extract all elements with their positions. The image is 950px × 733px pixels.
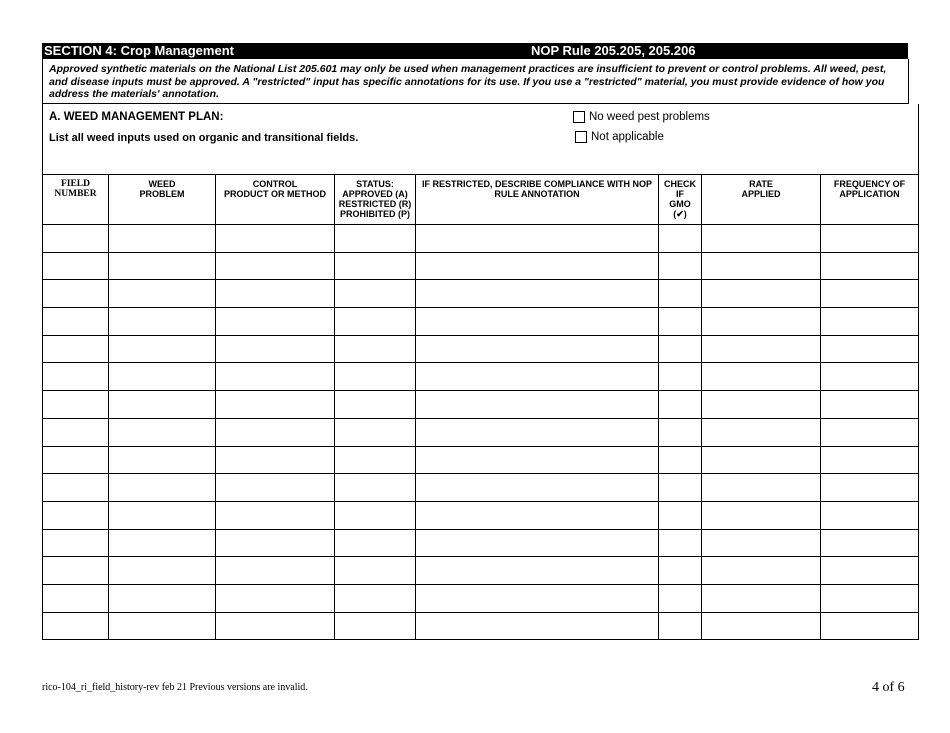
table-cell[interactable] xyxy=(659,335,702,363)
table-cell[interactable] xyxy=(416,612,659,640)
table-cell[interactable] xyxy=(335,335,416,363)
table-cell[interactable] xyxy=(43,418,109,446)
table-cell[interactable] xyxy=(109,446,216,474)
table-cell[interactable] xyxy=(43,280,109,308)
header-control-product: CONTROL PRODUCT OR METHOD xyxy=(216,175,335,225)
table-cell[interactable] xyxy=(43,252,109,280)
table-cell[interactable] xyxy=(109,280,216,308)
table-row xyxy=(43,363,919,391)
table-cell[interactable] xyxy=(659,225,702,253)
table-cell[interactable] xyxy=(109,252,216,280)
table-row xyxy=(43,335,919,363)
not-applicable-label: Not applicable xyxy=(591,131,664,143)
header-frequency: FREQUENCY OF APPLICATION xyxy=(821,175,919,225)
table-cell[interactable] xyxy=(335,501,416,529)
table-cell[interactable] xyxy=(659,418,702,446)
table-cell[interactable] xyxy=(659,529,702,557)
table-cell[interactable] xyxy=(216,584,335,612)
table-cell[interactable] xyxy=(109,335,216,363)
table-cell[interactable] xyxy=(821,557,919,585)
table-cell[interactable] xyxy=(109,418,216,446)
header-restricted-compliance: IF RESTRICTED, DESCRIBE COMPLIANCE WITH NOP RULE ANNOTATION xyxy=(416,175,659,225)
table-cell[interactable] xyxy=(659,280,702,308)
table-cell[interactable] xyxy=(416,584,659,612)
table-cell[interactable] xyxy=(821,280,919,308)
not-applicable-checkbox[interactable] xyxy=(575,131,587,143)
table-cell[interactable] xyxy=(43,501,109,529)
table-cell[interactable] xyxy=(216,474,335,502)
table-cell[interactable] xyxy=(335,252,416,280)
table-cell[interactable] xyxy=(335,557,416,585)
table-cell[interactable] xyxy=(335,584,416,612)
header-rate-applied: RATE APPLIED xyxy=(702,175,821,225)
table-cell[interactable] xyxy=(43,335,109,363)
table-cell[interactable] xyxy=(43,474,109,502)
table-cell[interactable] xyxy=(821,391,919,419)
table-cell[interactable] xyxy=(216,501,335,529)
table-cell[interactable] xyxy=(659,474,702,502)
header-status: STATUS: APPROVED (A) RESTRICTED (R) PROHIBITED (P) xyxy=(335,175,416,225)
table-row xyxy=(43,612,919,640)
intro-box xyxy=(42,59,909,104)
table-cell[interactable] xyxy=(109,474,216,502)
table-cell[interactable] xyxy=(659,584,702,612)
table-cell[interactable] xyxy=(43,557,109,585)
plan-title: A. WEED MANAGEMENT PLAN: xyxy=(49,111,224,123)
page-number: 4 of 6 xyxy=(872,680,905,695)
table-cell[interactable] xyxy=(216,308,335,336)
table-cell[interactable] xyxy=(335,363,416,391)
table-cell[interactable] xyxy=(216,557,335,585)
table-row xyxy=(43,225,919,253)
table-cell[interactable] xyxy=(216,363,335,391)
plan-subtitle: List all weed inputs used on organic and transitional fields. xyxy=(49,132,359,144)
table-cell[interactable] xyxy=(109,557,216,585)
section-title: SECTION 4: Crop Management xyxy=(44,43,234,58)
table-cell[interactable] xyxy=(216,335,335,363)
table-cell[interactable] xyxy=(43,529,109,557)
table-cell[interactable] xyxy=(43,584,109,612)
no-weed-pest-option[interactable] xyxy=(573,111,710,123)
table-cell[interactable] xyxy=(43,308,109,336)
table-cell[interactable] xyxy=(702,612,821,640)
table-header-row xyxy=(43,175,919,225)
no-weed-pest-checkbox[interactable] xyxy=(573,111,585,123)
table-cell[interactable] xyxy=(416,308,659,336)
table-cell[interactable] xyxy=(216,529,335,557)
table-cell[interactable] xyxy=(821,474,919,502)
table-cell[interactable] xyxy=(416,252,659,280)
table-cell[interactable] xyxy=(109,225,216,253)
header-field-number: FIELD NUMBER xyxy=(43,175,109,225)
table-cell[interactable] xyxy=(702,501,821,529)
table-row xyxy=(43,308,919,336)
table-cell[interactable] xyxy=(43,225,109,253)
table-cell[interactable] xyxy=(821,252,919,280)
not-applicable-option[interactable] xyxy=(575,131,664,143)
table-row xyxy=(43,280,919,308)
table-row xyxy=(43,252,919,280)
table-cell[interactable] xyxy=(216,391,335,419)
nop-rule-reference: NOP Rule 205.205, 205.206 xyxy=(531,43,696,58)
table-cell[interactable] xyxy=(43,446,109,474)
form-id-footer: rico-104_ri_field_history-rev feb 21 Previous versions are invalid. xyxy=(42,682,308,693)
table-cell[interactable] xyxy=(416,557,659,585)
table-cell[interactable] xyxy=(43,391,109,419)
table-cell[interactable] xyxy=(109,584,216,612)
table-cell[interactable] xyxy=(335,612,416,640)
table-cell[interactable] xyxy=(821,446,919,474)
no-weed-pest-label: No weed pest problems xyxy=(589,111,710,123)
table-row xyxy=(43,474,919,502)
table-row xyxy=(43,584,919,612)
table-cell[interactable] xyxy=(659,252,702,280)
table-body xyxy=(43,225,919,640)
table-cell[interactable] xyxy=(335,529,416,557)
table-cell[interactable] xyxy=(216,612,335,640)
table-cell[interactable] xyxy=(416,391,659,419)
table-cell[interactable] xyxy=(821,584,919,612)
table-cell[interactable] xyxy=(216,446,335,474)
table-cell[interactable] xyxy=(416,363,659,391)
table-cell[interactable] xyxy=(335,446,416,474)
table-cell[interactable] xyxy=(821,501,919,529)
table-cell[interactable] xyxy=(216,225,335,253)
header-check-gmo: CHECK IF GMO (✔) xyxy=(659,175,702,225)
table-cell[interactable] xyxy=(416,529,659,557)
header-weed-problem: WEED PROBLEM xyxy=(109,175,216,225)
table-row xyxy=(43,418,919,446)
table-row xyxy=(43,529,919,557)
table-cell[interactable] xyxy=(821,418,919,446)
table-cell[interactable] xyxy=(821,335,919,363)
table-cell[interactable] xyxy=(416,418,659,446)
table-cell[interactable] xyxy=(109,363,216,391)
table-cell[interactable] xyxy=(109,612,216,640)
table-cell[interactable] xyxy=(702,308,821,336)
table-cell[interactable] xyxy=(821,612,919,640)
table-cell[interactable] xyxy=(702,584,821,612)
weed-inputs-table xyxy=(42,174,919,640)
table-cell[interactable] xyxy=(702,529,821,557)
table-cell[interactable] xyxy=(821,529,919,557)
table-cell[interactable] xyxy=(702,446,821,474)
table-cell[interactable] xyxy=(109,501,216,529)
table-cell[interactable] xyxy=(416,335,659,363)
table-cell[interactable] xyxy=(702,363,821,391)
table-cell[interactable] xyxy=(216,418,335,446)
table-cell[interactable] xyxy=(43,612,109,640)
table-cell[interactable] xyxy=(109,391,216,419)
table-cell[interactable] xyxy=(109,308,216,336)
table-cell[interactable] xyxy=(659,446,702,474)
table-row xyxy=(43,557,919,585)
table-cell[interactable] xyxy=(702,557,821,585)
table-cell[interactable] xyxy=(335,308,416,336)
table-cell[interactable] xyxy=(702,252,821,280)
table-cell[interactable] xyxy=(702,225,821,253)
table-cell[interactable] xyxy=(335,418,416,446)
table-cell[interactable] xyxy=(335,225,416,253)
table-cell[interactable] xyxy=(216,280,335,308)
table-cell[interactable] xyxy=(416,501,659,529)
table-cell[interactable] xyxy=(821,363,919,391)
table-row xyxy=(43,446,919,474)
table-cell[interactable] xyxy=(335,280,416,308)
table-cell[interactable] xyxy=(659,363,702,391)
table-cell[interactable] xyxy=(821,308,919,336)
table-cell[interactable] xyxy=(416,280,659,308)
section-header-bar xyxy=(42,43,908,59)
table-cell[interactable] xyxy=(416,225,659,253)
table-cell[interactable] xyxy=(335,391,416,419)
table-cell[interactable] xyxy=(659,391,702,419)
table-row xyxy=(43,391,919,419)
table-cell[interactable] xyxy=(659,612,702,640)
table-cell[interactable] xyxy=(659,557,702,585)
table-cell[interactable] xyxy=(702,391,821,419)
table-cell[interactable] xyxy=(109,529,216,557)
table-cell[interactable] xyxy=(702,280,821,308)
table-cell[interactable] xyxy=(216,252,335,280)
table-cell[interactable] xyxy=(702,335,821,363)
table-cell[interactable] xyxy=(416,474,659,502)
table-cell[interactable] xyxy=(43,363,109,391)
table-cell[interactable] xyxy=(702,418,821,446)
table-cell[interactable] xyxy=(659,501,702,529)
table-cell[interactable] xyxy=(659,308,702,336)
table-row xyxy=(43,501,919,529)
table-cell[interactable] xyxy=(335,474,416,502)
intro-text: Approved synthetic materials on the National List 205.601 may only be used when management practices are insufficient to prevent or control problems. All weed, pest, and disease inputs must be approved. A "restricted" input has specific annotations for its use. If you use a "restricted" material, you must provide evidence of how you address the materials' annotation. xyxy=(49,63,887,101)
table-cell[interactable] xyxy=(821,225,919,253)
table-cell[interactable] xyxy=(702,474,821,502)
table-cell[interactable] xyxy=(416,446,659,474)
